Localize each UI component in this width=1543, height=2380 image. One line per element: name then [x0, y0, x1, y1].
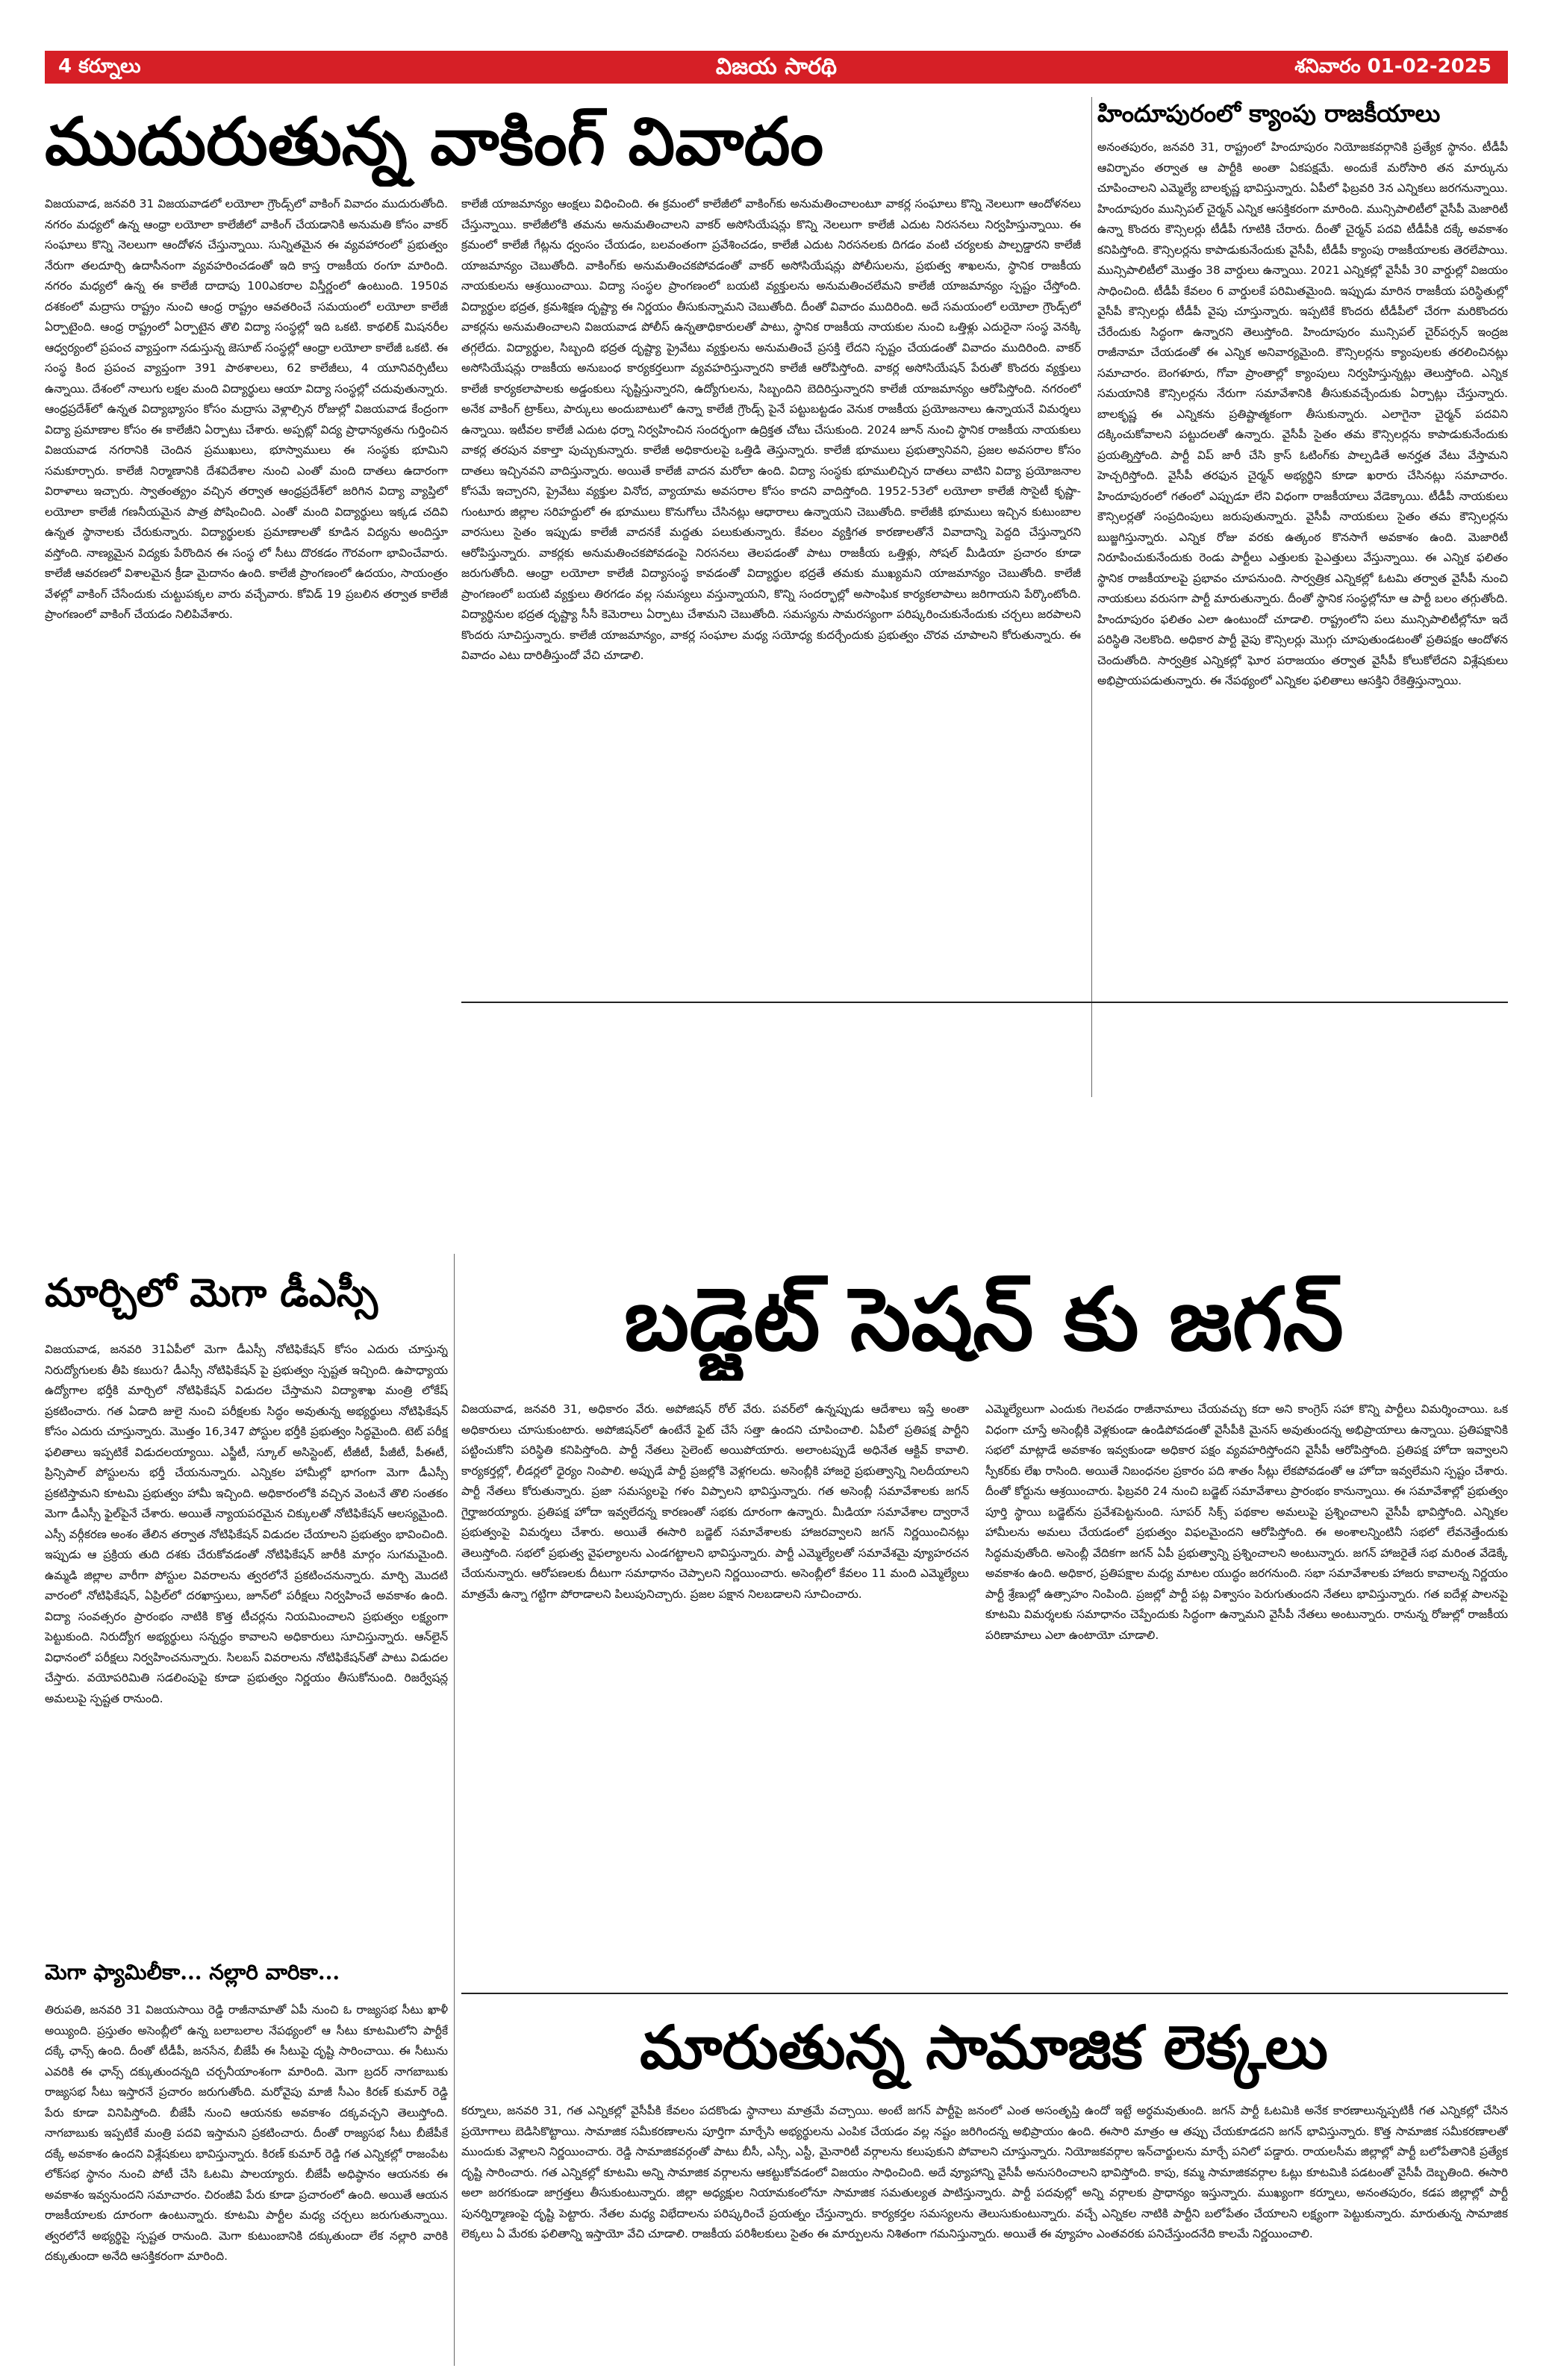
social-body: కర్నూలు, జనవరి 31, గత ఎన్నికల్లో వైసీపీకి కేవలం పదకొండు స్థానాలు మాత్రమే వచ్చాయి. అంటే జగన్ పార్టీపై జనంలో ఎంత అసంతృప్తి ఉందో ఇట్టే అర్థమవుతుంది. జగన్ పార్టీ ఓటమికి అనేక కారణాలున్నప్పటికీ గత ఎన్నికల్లో చేసిన ప్రయోగాలు బెడిసికొట్టాయి. సామాజిక సమీకరణాలను పూర్తిగా మార్చేసి అభ్యర్థులను ఎంపిక చేయడం వల్ల నష్టం జరిగిందన్న అభిప్రాయం ఉంది. ఈసారి మాత్రం ఆ తప్పు చేయకూడదని జగన్ భావిస్తున్నారు. కొత్త సామాజిక సమీకరణాలతో ముందుకు వెళ్లాలని నిర్ణయించారు. రెడ్డి సామాజికవర్గంతో పాటు బీసీ, ఎస్సీ, ఎస్టీ, మైనారిటీ వర్గాలను కలుపుకుని పోవాలని చూస్తున్నారు. నియోజకవర్గాల ఇన్‌చార్జులను మార్చే పనిలో పడ్డారు. రాయలసీమ జిల్లాల్లో పార్టీ బలోపేతానికి ప్రత్యేక దృష్టి సారించారు. గత ఎన్నికల్లో కూటమి అన్ని సామాజిక వర్గాలను ఆకట్టుకోవడంలో విజయం సాధించింది. అదే వ్యూహాన్ని వైసీపీ అనుసరించాలని భావిస్తోంది. కాపు, కమ్మ సామాజికవర్గాల ఓట్లు కూటమికి పడటంతో వైసీపీ దెబ్బతింది. ఈసారి అలా జరగకుండా జాగ్రత్తలు తీసుకుంటున్నారు. జిల్లా అధ్యక్షుల నియామకంలోనూ సామాజిక సమతుల్యత పాటిస్తున్నారు. పార్టీ పదవుల్లో అన్ని వర్గాలకు ప్రాధాన్యం ఇస్తున్నారు. ముఖ్యంగా కర్నూలు, అనంతపురం, కడప జిల్లాల్లో పార్టీ పునర్నిర్మాణంపై దృష్టి పెట్టారు. నేతల మధ్య విభేదాలను పరిష్కరించే ప్రయత్నం చేస్తున్నారు. కార్యకర్తల సమస్యలను తెలుసుకుంటున్నారు. వచ్చే ఎన్నికల నాటికి పార్టీని బలోపేతం చేయాలని లక్ష్యంగా పెట్టుకున్నారు. మారుతున్న సామాజిక లెక్కలు ఏ మేరకు ఫలితాన్ని ఇస్తాయో వేచి చూడాలి. రాజకీయ పరిశీలకులు సైతం ఈ మార్పులను నిశితంగా గమనిస్తున్నారు. అయితే ఈ వ్యూహం ఎంతవరకు పనిచేస్తుందనేది కాలమే నిర్ణయించాలి.: [461, 2104, 1508, 2240]
walking-headline: ముదురుతున్న వాకింగ్ వివాదం: [45, 102, 824, 180]
page-label: 4 కర్నూలు: [58, 55, 141, 78]
column-rule: [1091, 97, 1092, 1097]
walking-body-col2: కాలేజీ యాజమాన్యం ఆంక్షలు విధించింది. ఈ క్రమంలో కాలేజీలో వాకింగ్‌కు అనుమతించాలంటూ వాకర్ల సంఘాలు కొన్ని నెలలుగా ఆందోళనలు చేస్తున్నాయి. కాలేజీలోకి తమను అనుమతించాలని వాకర్ అసోసియేషన్లు కొన్ని నెలలుగా కాలేజీ ఎదుట నిరసనలు నిర్వహిస్తున్నాయి. ఈ క్రమంలో కాలేజీ గేట్లను ధ్వంసం చేయడం, బలవంతంగా ప్రవేశించడం, కాలేజీ ఎదుట నిరసనలకు దిగడం వంటి చర్యలకు పాల్పడ్డారని కాలేజీ యాజమాన్యం చెబుతోంది. వాకింగ్‌కు అనుమతించకపోవడంతో వాకర్ అసోసియేషన్లు పోలీసులను, ప్రభుత్వ శాఖలను, స్థానిక రాజకీయ నాయకులను ఆశ్రయించాయి. విద్యా సంస్థల ప్రాంగణంలో బయటి వ్యక్తులను అనుమతించలేమని కాలేజీ యాజమాన్యం స్పష్టం చేస్తోంది. విద్యార్థుల భద్రత, క్రమశిక్షణ దృష్ట్యా ఈ నిర్ణయం తీసుకున్నామని చెబుతోంది. దీంతో వివాదం ముదిరింది. అదే సమయంలో లయోలా గ్రౌండ్స్‌లో వాకర్లను అనుమతించాలని విజయవాడ పోలీస్ ఉన్నతాధికారులతో పాటు, స్థానిక రాజకీయ నాయకుల నుంచి ఒత్తిళ్లు ఎదురైనా సంస్థ వెనక్కి తగ్గలేదు. విద్యార్థుల, సిబ్బంది భద్రత దృష్ట్యా ప్రైవేటు వ్యక్తులను అనుమతించే ప్రసక్తి లేదని స్పష్టం చేయడంతో వివాదం ముదిరింది. వాకర్ అసోసియేషన్లు రాజకీయ అనుబంధ కార్యకర్తలుగా వ్యవహరిస్తున్నారని కాలేజీ ఆరోపిస్తోంది. వాకర్ల అసోసియేషన్ పేరుతో కొందరు వ్యక్తులు కాలేజీ కార్యకలాపాలకు అడ్డంకులు సృష్టిస్తున్నారని, ఉద్యోగులను, సిబ్బందిని బెదిరిస్తున్నారని కాలేజీ యాజమాన్యం ఆరోపిస్తోంది. నగరంలో అనేక వాకింగ్ ట్రాక్‌లు, పార్కులు అందుబాటులో ఉన్నా కాలేజీ గ్రౌండ్స్‌ పైనే పట్టుబట్టడం వెనుక రాజకీయ ప్రయోజనాలు ఉన్నాయనే విమర్శలు ఉన్నాయి. ఇటీవల కాలేజీ ఎదుట ధర్నా నిర్వహించిన సందర్భంగా ఉద్రిక్తత చోటు చేసుకుంది. 2024 జూన్ నుంచి స్థానిక రాజకీయ నాయకులు వాకర్ల తరపున వకాల్తా పుచ్చుకున్నారు. కాలేజీ అధికారులపై ఒత్తిడి తెస్తున్నారు. కాలేజీ భూములు ప్రభుత్వానివని, ప్రజల అవసరాల కోసం దాతలు ఇచ్చినవని వాదిస్తున్నారు. అయితే కాలేజీ వాదన మరోలా ఉంది. విద్యా సంస్థకు భూములిచ్చిన దాతలు వాటిని విద్యా ప్రయోజనాల కోసమే ఇచ్చారని, ప్రైవేటు వ్యక్తుల వినోద, వ్యాయామ అవసరాల కోసం కాదని వాదిస్తోంది. 1952-53లో లయోలా కాలేజీ సొసైటీ కృష్ణా-గుంటూరు జిల్లాల సరిహద్దులో ఈ భూములు కొనుగోలు చేసినట్లు ఆధారాలు ఉన్నాయని చెబుతోంది. కాలేజీకి భూములు ఇచ్చిన కుటుంబాల వారసులు సైతం ఇప్పుడు కాలేజీ వాదనకే మద్దతు పలుకుతున్నారు. కేవలం వ్యక్తిగత కారణాలతోనే వివాదాన్ని పెద్దది చేస్తున్నారని ఆరోపిస్తున్నారు. వాకర్లకు అనుమతించకపోవడంపై నిరసనలు తెలపడంతో పాటు రాజకీయ ఒత్తిళ్లు, సోషల్ మీడియా ప్రచారం కూడా జరుగుతోంది. ఆంధ్రా లయోలా కాలేజీ విద్యాసంస్థ కావడంతో విద్యార్థుల భద్రతే తమకు ముఖ్యమని యాజమాన్యం చెబుతోంది. కాలేజీ ప్రాంగణంలో బయటి వ్యక్తులు తిరగడం వల్ల సమస్యలు వస్తున్నాయని, కొన్ని సందర్భాల్లో అసాంఘిక కార్యకలాపాలు జరిగాయని పేర్కొంటోంది. విద్యార్థినుల భద్రత దృష్ట్యా సీసీ కెమెరాలు ఏర్పాటు చేశామని చెబుతోంది. సమస్యను సామరస్యంగా పరిష్కరించుకునేందుకు చర్చలు జరపాలని కొందరు సూచిస్తున్నారు. కాలేజీ యాజమాన్యం, వాకర్ల సంఘాల మధ్య సయోధ్య కుదర్చేందుకు ప్రభుత్వం చొరవ చూపాలని కోరుతున్నారు. ఈ వివాదం ఎటు దారితీస్తుందో వేచి చూడాలి.: [461, 197, 1081, 662]
dsc-body: విజయవాడ, జనవరి 31ఏపీలో మెగా డీఎస్సీ నోటిఫికేషన్ కోసం ఎదురు చూస్తున్న నిరుద్యోగులకు తీపి కబురు? డీఎస్సీ నోటిఫికేషన్ పై ప్రభుత్వం స్పష్టత ఇచ్చింది. ఉపాధ్యాయ ఉద్యోగాల భర్తీకి మార్చిలో నోటిఫికేషన్ విడుదల చేస్తామని విద్యాశాఖ మంత్రి లోకేష్ ప్రకటించారు. గత ఏడాది జులై నుంచి పరీక్షలకు సిద్ధం అవుతున్న అభ్యర్థులు నోటిఫికేషన్ కోసం ఎదురు చూస్తున్నారు. మొత్తం 16,347 పోస్టుల భర్తీకి ప్రభుత్వం సిద్ధమైంది. టెట్ పరీక్ష ఫలితాలు ఇప్పటికే విడుదలయ్యాయి. ఎస్జీటీ, స్కూల్ అసిస్టెంట్, టీజీటీ, పీజీటీ, పీఈటీ, ప్రిన్సిపాల్ పోస్టులను భర్తీ చేయనున్నారు. ఎన్నికల హామీల్లో భాగంగా మెగా డీఎస్సీ ప్రకటిస్తామని కూటమి ప్రభుత్వం హామీ ఇచ్చింది. అధికారంలోకి వచ్చిన వెంటనే తొలి సంతకం మెగా డీఎస్సీ ఫైల్‌పైనే చేశారు. అయితే న్యాయపరమైన చిక్కులతో నోటిఫికేషన్ ఆలస్యమైంది. ఎస్సీ వర్గీకరణ అంశం తేలిన తర్వాత నోటిఫికేషన్ విడుదల చేయాలని ప్రభుత్వం భావించింది. ఇప్పుడు ఆ ప్రక్రియ తుది దశకు చేరుకోవడంతో నోటిఫికేషన్ జారీకి మార్గం సుగమమైంది. ఉమ్మడి జిల్లాల వారీగా పోస్టుల వివరాలను త్వరలోనే ప్రకటించనున్నారు. మార్చి మొదటి వారంలో నోటిఫికేషన్, ఏప్రిల్‌లో దరఖాస్తులు, జూన్‌లో పరీక్షలు నిర్వహించే అవకాశం ఉంది. విద్యా సంవత్సరం ప్రారంభం నాటికి కొత్త టీచర్లను నియమించాలని ప్రభుత్వం లక్ష్యంగా పెట్టుకుంది. నిరుద్యోగ అభ్యర్థులు సన్నద్ధం కావాలని అధికారులు సూచిస్తున్నారు. ఆన్‌లైన్ విధానంలో పరీక్షలు నిర్వహించనున్నారు. సిలబస్ వివరాలను నోటిఫికేషన్‌తో పాటు విడుదల చేస్తారు. వయోపరిమితి సడలింపుపై కూడా ప్రభుత్వం నిర్ణయం తీసుకోనుంది. రిజర్వేషన్ల అమలుపై స్పష్టత రానుంది.: [45, 1343, 448, 1705]
mega-family-headline: మెగా ఫ్యామిలీకా... నల్లారి వారికా...: [45, 1960, 340, 1984]
walking-body-col1: విజయవాడ, జనవరి 31 విజయవాడలో లయోలా గ్రౌండ్స్‌లో వాకింగ్ వివాదం ముదురుతోంది. నగరం మధ్యలో ఉన్న ఆంధ్రా లయోలా కాలేజీలో వాకింగ్ చేయడానికి అనుమతి కోసం వాకర్ సంఘాలు కొన్ని నెలలుగా ఆందోళన చేస్తున్నాయి. సున్నితమైన ఈ వ్యవహారంలో ప్రభుత్వం నేరుగా తలదూర్చి ఉదాసీనంగా వ్యవహరించడంతో ఇది కాస్త రాజకీయ రంగూ మారింది. నగరం మధ్యలో ఉన్న ఈ కాలేజీ దాదాపు 100ఎకరాల విస్తీర్ణంలో ఉంటుంది. 1950వ దశకంలో మద్రాసు రాష్ట్రం నుంచి ఆంధ్ర రాష్ట్రం ఆవతరించే సమయంలో లయోలా కాలేజీ ఏర్పాటైంది. ఆంధ్ర రాష్ట్రంలో ఏర్పాటైన తొలి విద్యా సంస్థల్లో ఇది ఒకటి. కాథలిక్ మిషనరీల ఆధ్వర్యంలో ప్రపంచ వ్యాప్తంగా నడుస్తున్న జెసూట్ సంస్థల్లో ఆంధ్రా లయోలా కాలేజీ ఒకటి. ఈ సంస్థ కింద ప్రపంచ వ్యాప్తంగా 391 పాఠశాలలు, 62 కాలేజీలు, 4 యూనివర్సిటీలు ఉన్నాయి. దేశంలో నాలుగు లక్షల మంది విద్యార్థులు ఆయా విద్యా సంస్థల్లో చదువుతున్నారు. ఆంధ్రప్రదేశ్‌లో ఉన్నత విద్యాభ్యాసం కోసం మద్రాసు వెళ్లాల్సిన రోజుల్లో విజయవాడ కేంద్రంగా విద్యా ప్రమాణాల కోసం ఈ కాలేజీని ఏర్పాటు చేశారు. అప్పట్లో విద్య ప్రాధాన్యతను గుర్తించిన విజయవాడ నగరానికి చెందిన ప్రముఖులు, భూస్వాములు ఈ సంస్థకు భూమిని సమకూర్చారు. కాలేజీ నిర్మాణానికి దేశవిదేశాల నుంచి ఎంతో మంది దాతలు ఉదారంగా విరాళాలు ఇచ్చారు. స్వాతంత్య్రం వచ్చిన తర్వాత ఆంధ్రప్రదేశ్‌లో జరిగిన విద్యా వ్యాప్తిలో లయోలా కాలేజీ గణనీయమైన పాత్ర పోషించింది. ఎంతో మంది విద్యార్థులు ఇక్కడ చదివి ఉన్నత స్థానాలకు చేరుకున్నారు. విద్యార్థులకు ప్రమాణాలతో కూడిన విద్యను అందిస్తూ వస్తోంది. నాణ్యమైన విద్యకు పేరొందిన ఈ సంస్థ లో సీటు దొరకడం గౌరవంగా భావించేవారు. కాలేజీ ఆవరణలో విశాలమైన క్రీడా మైదానం ఉంది. కాలేజీ ప్రాంగణంలో ఉదయం, సాయంత్రం వేళల్లో వాకింగ్ చేసేందుకు చుట్టుపక్కల వారు వచ్చేవారు. కోవిడ్ 19 ప్రబలిన తర్వాత కాలేజీ ప్రాంగణంలో వాకింగ్ చేయడం నిలిపివేశారు.: [45, 197, 448, 621]
masthead-band: [45, 51, 1508, 84]
issue-date: శనివారం 01-02-2025: [1294, 55, 1491, 78]
mega-family-body: తిరుపతి, జనవరి 31 విజయసాయి రెడ్డి రాజీనామాతో ఏపీ నుంచి ఓ రాజ్యసభ సీటు ఖాళీ అయ్యింది. ప్రస్తుతం అసెంబ్లీలో ఉన్న బలాబలాల నేపథ్యంలో ఆ సీటు కూటమిలోని పార్టీకే దక్కే ఛాన్స్ ఉంది. దీంతో టీడీపీ, జనసేన, బీజేపీ ఈ సీటుపై దృష్టి సారించాయి. ఈ సీటును ఎవరికి ఈ ఛాన్స్ దక్కుతుందన్నది చర్చనీయాంశంగా మారింది. మెగా బ్రదర్ నాగబాబుకు రాజ్యసభ సీటు ఇస్తారనే ప్రచారం జరుగుతోంది. మరోవైపు మాజీ సీఎం కిరణ్ కుమార్ రెడ్డి పేరు కూడా వినిపిస్తోంది. బీజేపీ నుంచి ఆయనకు అవకాశం దక్కవచ్చని తెలుస్తోంది. నాగబాబుకు ఇప్పటికే మంత్రి పదవి ఇస్తామని ప్రకటించారు. దీంతో రాజ్యసభ సీటు బీజేపీకే దక్కే అవకాశం ఉందని విశ్లేషకులు భావిస్తున్నారు. కిరణ్ కుమార్ రెడ్డి గత ఎన్నికల్లో రాజంపేట లోక్‌సభ స్థానం నుంచి పోటీ చేసి ఓటమి పాలయ్యారు. బీజేపీ అధిష్ఠానం ఆయనకు ఈ అవకాశం ఇవ్వనుందని సమాచారం. చిరంజీవి పేరు కూడా ప్రచారంలో ఉంది. అయితే ఆయన రాజకీయాలకు దూరంగా ఉంటున్నారు. కూటమి పార్టీల మధ్య చర్చలు జరుగుతున్నాయి. త్వరలోనే అభ్యర్థిపై స్పష్టత రానుంది. మెగా కుటుంబానికి దక్కుతుందా లేక నల్లారి వారికి దక్కుతుందా అనేది ఆసక్తికరంగా మారింది.: [45, 2003, 448, 2263]
section-divider: [461, 1993, 1508, 1994]
budget-body-col1: విజయవాడ, జనవరి 31, అధికారం వేరు. అపోజిషన్ రోల్ వేరు. పవర్‌లో ఉన్నప్పుడు ఆదేశాలు ఇస్తే అంతా అధికారులు చూసుకుంటారు. అపోజిషన్‌లో ఉంటేనే ఫైట్ చేసే సత్తా ఉందని చూపించాలి. ఏపీలో ప్రతిపక్ష పార్టీని పట్టించుకోని పరిస్థితి కనిపిస్తోంది. పార్టీ నేతలు సైలెంట్ అయిపోయారు. అలాంటప్పుడే అధినేత ఆక్టివ్ కావాలి. కార్యకర్తల్లో, లీడర్లలో ధైర్యం నింపాలి. అప్పుడే పార్టీ ప్రజల్లోకి వెళ్లగలదు. అసెంబ్లీకి హాజరై ప్రభుత్వాన్ని నిలదీయాలని పార్టీ నేతలు కోరుతున్నారు. ప్రజా సమస్యలపై గళం విప్పాలని భావిస్తున్నారు. గత అసెంబ్లీ సమావేశాలకు జగన్ గైర్హాజరయ్యారు. ప్రతిపక్ష హోదా ఇవ్వలేదన్న కారణంతో సభకు దూరంగా ఉన్నారు. మీడియా సమావేశాల ద్వారానే ప్రభుత్వంపై విమర్శలు చేశారు. అయితే ఈసారి బడ్జెట్ సమావేశాలకు హాజరవ్వాలని జగన్ నిర్ణయించినట్లు తెలుస్తోంది. సభలో ప్రభుత్వ వైఫల్యాలను ఎండగట్టాలని భావిస్తున్నారు. పార్టీ ఎమ్మెల్యేలతో సమావేశమై వ్యూహరచన చేయనున్నారు. ఆరోపణలకు దీటుగా సమాధానం చెప్పాలని నిర్ణయించారు. అసెంబ్లీలో కేవలం 11 మంది ఎమ్మెల్యేలు మాత్రమే ఉన్నా గట్టిగా పోరాడాలని పిలుపునిచ్చారు. ప్రజల పక్షాన నిలబడాలని సూచించారు.: [461, 1402, 969, 1601]
section-divider: [461, 1002, 1508, 1003]
dsc-headline: మార్చిలో మెగా డీఎస్సీ: [45, 1270, 378, 1316]
budget-body-col2: ఎమ్మెల్యేలుగా ఎందుకు గెలవడం రాజీనామాలు చేయవచ్చు కదా అని కాంగ్రెస్ సహా కొన్ని పార్టీలు విమర్శించాయి. ఒక విధంగా చూస్తే అసెంబ్లీకి వెళ్లకుండా ఉండిపోవడంతో వైసీపీకి మైనస్ అవుతుందన్న అభిప్రాయాలు ఉన్నాయి. ప్రతిపక్షానికి సభలో మాట్లాడే అవకాశం ఇవ్వకుండా అధికార పక్షం వ్యవహరిస్తోందని వైసీపీ ఆరోపిస్తోంది. ప్రతిపక్ష హోదా ఇవ్వాలని స్పీకర్‌కు లేఖ రాసింది. అయితే నిబంధనల ప్రకారం పది శాతం సీట్లు లేకపోవడంతో ఆ హోదా ఇవ్వలేమని స్పష్టం చేశారు. దీంతో కోర్టును ఆశ్రయించారు. ఫిబ్రవరి 24 నుంచి బడ్జెట్ సమావేశాలు ప్రారంభం కానున్నాయి. ఈ సమావేశాల్లో ప్రభుత్వం పూర్తి స్థాయి బడ్జెట్‌ను ప్రవేశపెట్టనుంది. సూపర్ సిక్స్ పథకాల అమలుపై ప్రశ్నించాలని వైసీపీ భావిస్తోంది. ఎన్నికల హామీలను అమలు చేయడంలో ప్రభుత్వం విఫలమైందని ఆరోపిస్తోంది. ఈ అంశాలన్నింటినీ సభలో లేవనెత్తేందుకు సిద్ధమవుతోంది. అసెంబ్లీ వేదికగా జగన్ ఏపీ ప్రభుత్వాన్ని ప్రశ్నించాలని అంటున్నారు. జగన్ హాజరైతే సభ మరింత వేడెక్కే అవకాశం ఉంది. అధికార, ప్రతిపక్షాల మధ్య మాటల యుద్ధం జరగనుంది. సభా సమావేశాలకు హాజరు కావాలన్న నిర్ణయం పార్టీ శ్రేణుల్లో ఉత్సాహం నింపింది. ప్రజల్లో పార్టీ పట్ల విశ్వాసం పెరుగుతుందని నేతలు భావిస్తున్నారు. గత ఐదేళ్ల పాలనపై కూటమి విమర్శలకు సమాధానం చెప్పేందుకు సిద్ధంగా ఉన్నామని వైసీపీ నేతలు అంటున్నారు. రానున్న రోజుల్లో రాజకీయ పరిణామాలు ఎలా ఉంటాయో చూడాలి.: [985, 1402, 1508, 1642]
hindupur-headline: హిందూపురంలో క్యాంపు రాజకీయాలు: [1097, 99, 1441, 128]
newspaper-name: విజయ సారథి: [715, 54, 838, 80]
hindupur-body: అనంతపురం, జనవరి 31, రాష్ట్రంలో హిందూపురం నియోజకవర్గానికి ప్రత్యేక స్థానం. టీడీపీ ఆవిర్భావం తర్వాత ఆ పార్టీకి అంతా ఏకపక్షమే. అందుకే మరోసారి తన మార్కును చూపించాలని ఎమ్మెల్యే బాలకృష్ణ భావిస్తున్నారు. ఏపీలో ఫిబ్రవరి 3న ఎన్నికలు జరగనున్నాయి. హిందూపురం మున్సిపల్ చైర్మన్ ఎన్నిక ఆసక్తికరంగా మారింది. మున్సిపాలిటీలో వైసీపీ మెజారిటీ ఉన్నా కొందరు కౌన్సిలర్లు టీడీపీ గూటికి చేరారు. దీంతో చైర్మన్ పదవి టీడీపీకి దక్కే అవకాశం కనిపిస్తోంది. కౌన్సిలర్లను కాపాడుకునేందుకు వైసీపీ, టీడీపీ క్యాంపు రాజకీయాలకు తెరలేపాయి. మున్సిపాలిటీలో మొత్తం 38 వార్డులు ఉన్నాయి. 2021 ఎన్నికల్లో వైసీపీ 30 వార్డుల్లో విజయం సాధించింది. టీడీపీ కేవలం 6 వార్డులకే పరిమితమైంది. ఇప్పుడు మారిన రాజకీయ పరిస్థితుల్లో వైసీపీ కౌన్సిలర్లు టీడీపీ వైపు చూస్తున్నారు. ఇప్పటికే కొందరు టీడీపీలో చేరగా మరికొందరు చేరేందుకు సిద్ధంగా ఉన్నారని తెలుస్తోంది. హిందూపురం మున్సిపల్ చైర్‌పర్సన్ ఇంద్రజ రాజీనామా చేయడంతో ఈ ఎన్నిక అనివార్యమైంది. కౌన్సిలర్లను క్యాంపులకు తరలించినట్లు సమాచారం. బెంగళూరు, గోవా ప్రాంతాల్లో క్యాంపులు నిర్వహిస్తున్నట్లు తెలుస్తోంది. ఎన్నిక సమయానికి కౌన్సిలర్లను నేరుగా సమావేశానికి తీసుకువచ్చేందుకు ఏర్పాట్లు చేస్తున్నారు. బాలకృష్ణ ఈ ఎన్నికను ప్రతిష్టాత్మకంగా తీసుకున్నారు. ఎలాగైనా చైర్మన్ పదవిని దక్కించుకోవాలని పట్టుదలతో ఉన్నారు. వైసీపీ సైతం తమ కౌన్సిలర్లను కాపాడుకునేందుకు ప్రయత్నిస్తోంది. పార్టీ విప్ జారీ చేసి క్రాస్ ఓటింగ్‌కు పాల్పడితే అనర్హత వేటు వేస్తామని హెచ్చరిస్తోంది. వైసీపీ తరఫున చైర్మన్ అభ్యర్థిని కూడా ఖరారు చేసినట్లు సమాచారం. హిందూపురంలో గతంలో ఎప్పుడూ లేని విధంగా రాజకీయాలు వేడెక్కాయి. టీడీపీ నాయకులు కౌన్సిలర్లతో సంప్రదింపులు జరుపుతున్నారు. వైసీపీ నాయకులు సైతం తమ కౌన్సిలర్లను బుజ్జగిస్తున్నారు. ఎన్నిక రోజు వరకు ఉత్కంఠ కొనసాగే అవకాశం ఉంది. మెజారిటీ నిరూపించుకునేందుకు రెండు పార్టీలు ఎత్తులకు పైఎత్తులు వేస్తున్నాయి. ఈ ఎన్నిక ఫలితం స్థానిక రాజకీయాలపై ప్రభావం చూపనుంది. సార్వత్రిక ఎన్నికల్లో ఓటమి తర్వాత వైసీపీ నుంచి నాయకులు వరుసగా పార్టీ మారుతున్నారు. దీంతో స్థానిక సంస్థల్లోనూ ఆ పార్టీ బలం తగ్గుతోంది. హిందూపురం ఫలితం ఎలా ఉంటుందో చూడాలి. రాష్ట్రంలోని పలు మున్సిపాలిటీల్లోనూ ఇదే పరిస్థితి నెలకొంది. అధికార పార్టీ వైపు కౌన్సిలర్లు మొగ్గు చూపుతుండటంతో ప్రతిపక్షం ఆందోళన చెందుతోంది. సార్వత్రిక ఎన్నికల్లో ఘోర పరాజయం తర్వాత వైసీపీ కోలుకోలేదని విశ్లేషకులు అభిప్రాయపడుతున్నారు. ఈ నేపథ్యంలో ఎన్నికల ఫలితాలు ఆసక్తిని రేకెత్తిస్తున్నాయి.: [1097, 140, 1508, 687]
social-headline: మారుతున్న సామాజిక లెక్కలు: [640, 2012, 1328, 2082]
budget-headline: బడ్జెట్ సెషన్ కు జగన్: [624, 1269, 1344, 1370]
column-rule: [454, 1254, 455, 2366]
